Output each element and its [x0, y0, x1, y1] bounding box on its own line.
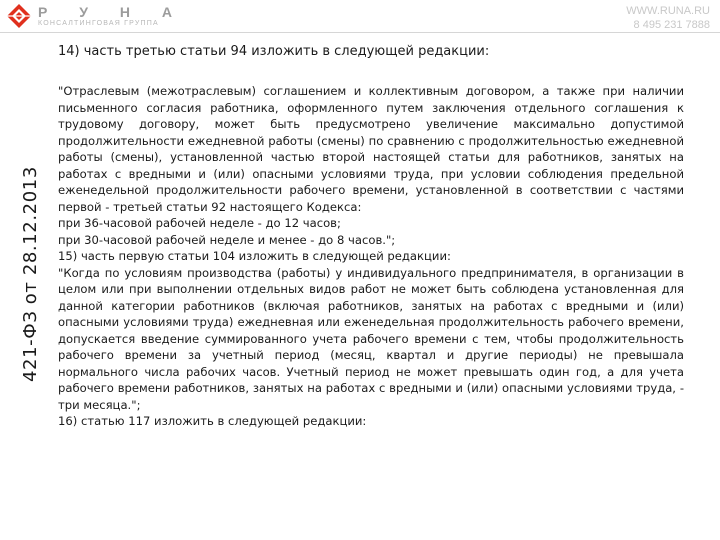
phone-number: 8 495 231 7888	[633, 19, 710, 31]
runa-logo-icon	[6, 3, 32, 29]
paragraph-item-16: 16) статью 117 изложить в следующей редакции:	[58, 414, 367, 428]
paragraph-36-hour: при 36-часовой рабочей неделе - до 12 часов;	[58, 216, 341, 230]
header-bar	[0, 0, 720, 32]
page-heading: 14) часть третью статьи 94 изложить в следующей редакции:	[58, 44, 490, 59]
contact-block	[626, 4, 710, 32]
law-reference-label: 421-ФЗ от 28.12.2013	[20, 166, 41, 382]
paragraph-article-104: "Когда по условиям производства (работы) у индивидуального предпринимателя, в организации в целом или при выполнении отдельных видов работ не может быть соблюдена установленная для данной категории работников (включая работников, занятых на работах с вредными и (или) опасными условиями труда) ежедневная или еженедельная продолжительность рабочего времени, допускается введение суммированного учета рабочего времени с тем, чтобы продолжительность рабочего времени за учетный период (месяц, квартал и другие периоды) не превышала нормального числа рабочих часов. Учетный период не может превышать один год, а для учета рабочего времени работников, занятых на работах с вредными и (или) опасными условиями труда, - три месяца.";	[58, 265, 684, 412]
paragraph-30-hour: при 30-часовой рабочей неделе и менее - до 8 часов.";	[58, 232, 396, 247]
brand-name: Р У Н А	[38, 4, 186, 20]
brand-subtitle: КОНСАЛТИНГОВАЯ ГРУППА	[38, 20, 159, 27]
website-link[interactable]: WWW.RUNA.RU	[626, 5, 710, 17]
document-body	[58, 83, 684, 430]
paragraph-item-15: 15) часть первую статьи 104 изложить в следующей редакции:	[58, 249, 451, 263]
paragraph-article-94: "Отраслевым (межотраслевым) соглашением и коллективным договором, а также при наличии письменного согласия работника, оформленного путем заключения отдельного соглашения к трудовому договору, может быть предусмотрено увеличение максимально допустимой продолжительности ежедневной работы (смены) по сравнению с продолжительностью ежедневной работы (смены), установленной частью второй настоящей статьи для работников, занятых на работах с вредными и (или) опасными условиями труда, при условии соблюдения предельной еженедельной продолжительности рабочего времени, установленной в соответствии с частями первой - третьей статьи 92 настоящего Кодекса:	[58, 84, 684, 214]
header-divider	[0, 32, 720, 33]
